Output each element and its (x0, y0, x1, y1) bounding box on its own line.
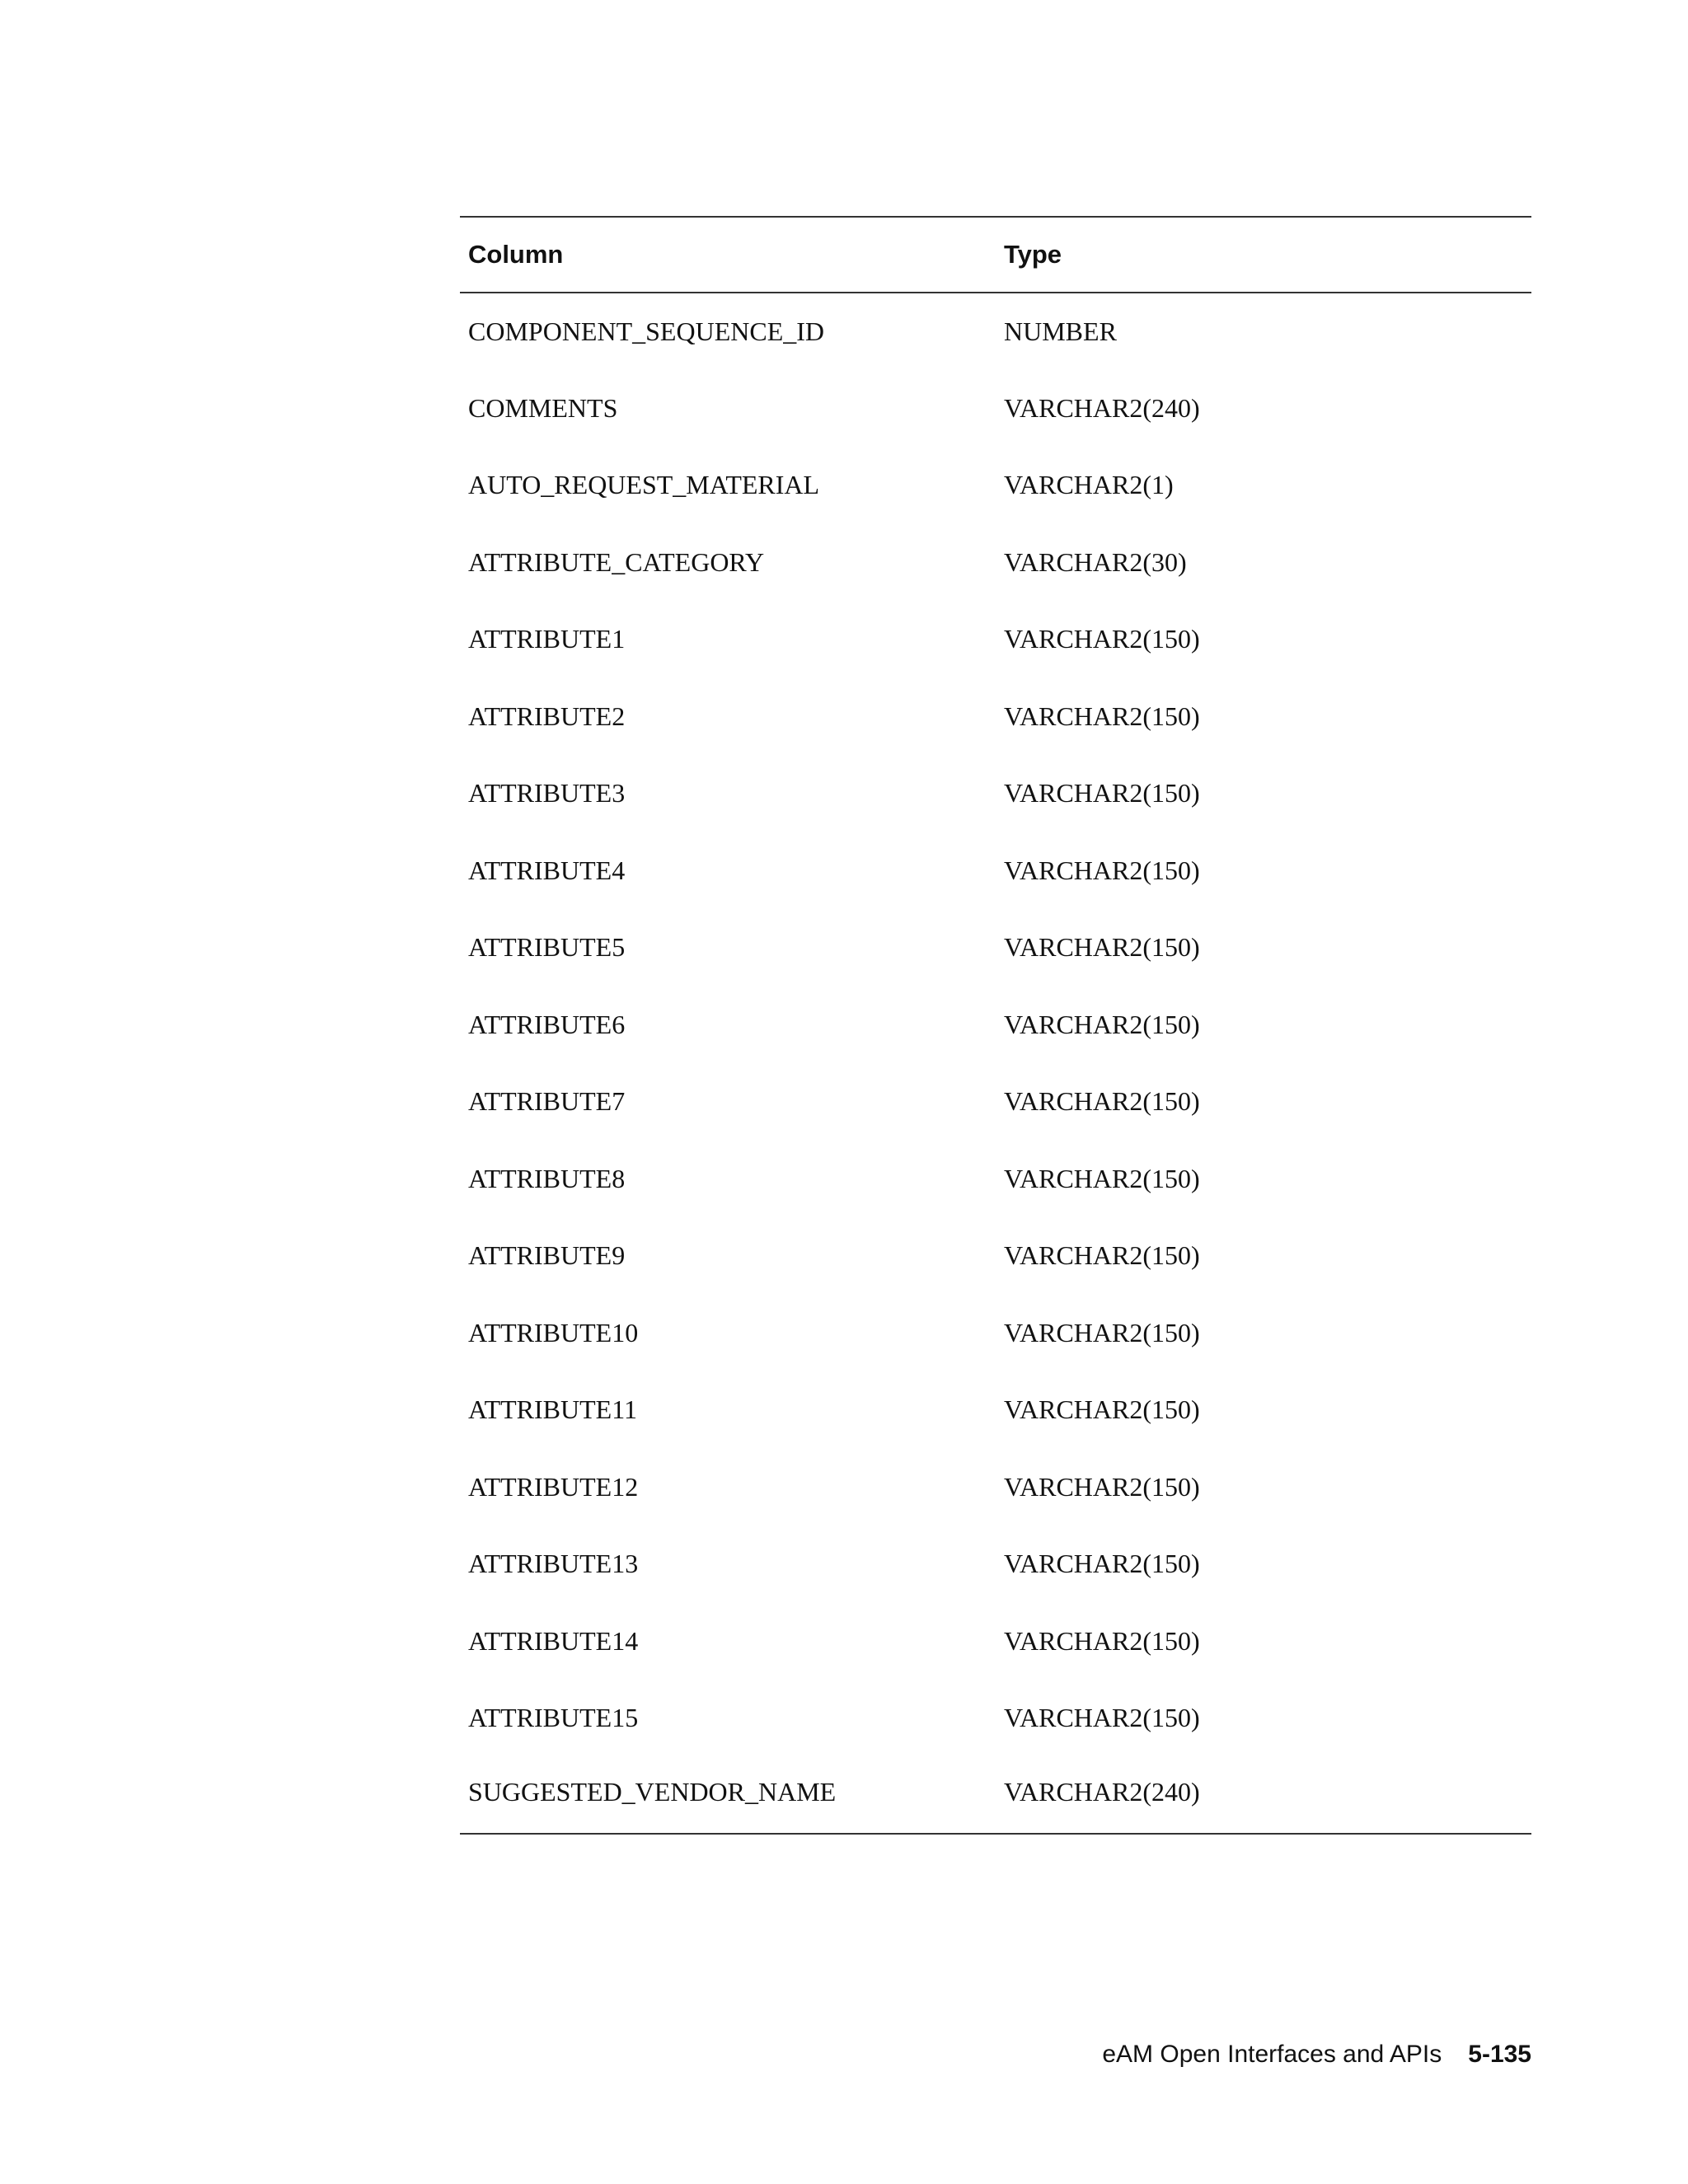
column-name-cell: ATTRIBUTE12 (468, 1471, 639, 1502)
column-name-cell: ATTRIBUTE13 (468, 1549, 639, 1579)
type-cell: VARCHAR2(30) (1004, 546, 1187, 577)
table-row (460, 1141, 1531, 1218)
type-cell: VARCHAR2(150) (1004, 1471, 1200, 1502)
type-cell: VARCHAR2(240) (1004, 392, 1200, 423)
column-name-cell: ATTRIBUTE4 (468, 855, 626, 885)
table-row (460, 832, 1531, 910)
type-cell: VARCHAR2(150) (1004, 932, 1200, 963)
type-cell: VARCHAR2(150) (1004, 1163, 1200, 1193)
column-name-cell: ATTRIBUTE2 (468, 701, 626, 731)
column-name-cell: ATTRIBUTE7 (468, 1086, 626, 1117)
column-name-cell: ATTRIBUTE1 (468, 624, 626, 654)
table-row (460, 1603, 1531, 1680)
table-row (460, 678, 1531, 756)
table-header-row (460, 217, 1531, 293)
type-cell: VARCHAR2(240) (1004, 1777, 1200, 1807)
table-row (460, 755, 1531, 832)
column-name-cell: ATTRIBUTE8 (468, 1163, 626, 1193)
column-name-cell: ATTRIBUTE9 (468, 1240, 626, 1271)
column-name-cell: ATTRIBUTE6 (468, 1009, 626, 1039)
type-cell: VARCHAR2(1) (1004, 470, 1174, 500)
column-name-cell: COMMENTS (468, 392, 618, 423)
column-name-cell: ATTRIBUTE5 (468, 932, 626, 963)
column-name-cell: ATTRIBUTE15 (468, 1703, 639, 1733)
column-name-cell: ATTRIBUTE14 (468, 1625, 639, 1656)
column-name-cell: COMPONENT_SEQUENCE_ID (468, 316, 824, 346)
table-row (460, 1757, 1531, 1835)
type-cell: VARCHAR2(150) (1004, 855, 1200, 885)
table-row (460, 1371, 1531, 1449)
table-row (460, 601, 1531, 678)
page-number: 5-135 (1468, 2041, 1531, 2068)
type-cell: VARCHAR2(150) (1004, 1394, 1200, 1425)
type-cell: VARCHAR2(150) (1004, 778, 1200, 808)
table-row (460, 1680, 1531, 1757)
column-name-cell: SUGGESTED_VENDOR_NAME (468, 1777, 837, 1807)
table-row (460, 987, 1531, 1064)
table-row (460, 1063, 1531, 1141)
table-row (460, 1449, 1531, 1526)
type-cell: VARCHAR2(150) (1004, 1086, 1200, 1117)
type-cell: VARCHAR2(150) (1004, 1625, 1200, 1656)
column-name-cell: AUTO_REQUEST_MATERIAL (468, 470, 820, 500)
table-row (460, 1295, 1531, 1372)
type-header: Type (1004, 240, 1062, 269)
column-name-cell: ATTRIBUTE_CATEGORY (468, 546, 765, 577)
table-row (460, 447, 1531, 524)
column-name-cell: ATTRIBUTE11 (468, 1394, 638, 1425)
footer-title: eAM Open Interfaces and APIs (1102, 2041, 1442, 2068)
page-footer (1102, 2041, 1531, 2069)
column-name-cell: ATTRIBUTE10 (468, 1317, 639, 1347)
type-cell: VARCHAR2(150) (1004, 1703, 1200, 1733)
column-type-table (460, 216, 1531, 1835)
table-row (460, 370, 1531, 448)
type-cell: VARCHAR2(150) (1004, 1009, 1200, 1039)
column-name-cell: ATTRIBUTE3 (468, 778, 626, 808)
table-row (460, 909, 1531, 987)
type-cell: VARCHAR2(150) (1004, 1549, 1200, 1579)
type-cell: NUMBER (1004, 316, 1117, 346)
column-header: Column (468, 240, 564, 269)
type-cell: VARCHAR2(150) (1004, 1240, 1200, 1271)
table-row (460, 524, 1531, 602)
table-body (460, 293, 1531, 1834)
table-row (460, 293, 1531, 370)
table-row (460, 1526, 1531, 1603)
type-cell: VARCHAR2(150) (1004, 1317, 1200, 1347)
type-cell: VARCHAR2(150) (1004, 624, 1200, 654)
type-cell: VARCHAR2(150) (1004, 701, 1200, 731)
table-row (460, 1217, 1531, 1295)
